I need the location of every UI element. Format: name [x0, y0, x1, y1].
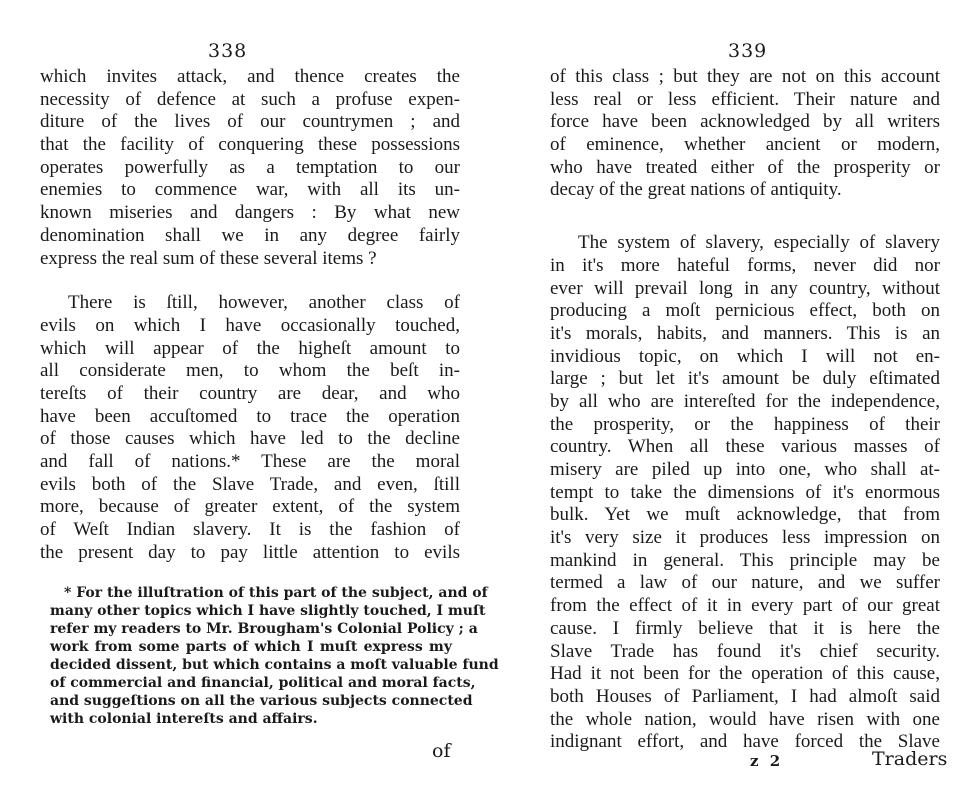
text-line: necessity of defence at such a profuse expen-	[40, 88, 460, 110]
text-line: in it's more hateful forms, never did nor	[550, 254, 940, 276]
text-line: Slave Trade has found it's chief security.	[550, 640, 940, 662]
text-line: of this class ; but they are not on this account	[550, 66, 940, 87]
text-line: that the facility of conquering these possessions	[40, 134, 460, 156]
left-page	[40, 0, 499, 806]
catchword-left: of	[432, 740, 451, 762]
text-line: Had it not been for the operation of this cause,	[550, 663, 940, 685]
text-line: cause. I firmly believe that it is here the	[550, 617, 940, 639]
text-line: express the real sum of these several items ?	[40, 247, 377, 269]
text-line: country. When all these various masses of	[550, 436, 940, 458]
text-line: the prosperity, or the happiness of their	[550, 413, 940, 435]
footnote-line: refer my readers to Mr. Brougham's Colonial Policy ; a	[50, 621, 478, 637]
text-line: tempt to take the dimensions of it's enormous	[550, 481, 940, 503]
text-line: There is ſtill, however, another class of	[68, 292, 460, 314]
text-line: indignant effort, and have forced the Slave	[550, 731, 940, 753]
footnote-line: decided dissent, but which contains a moſt valuable fund	[50, 657, 499, 673]
text-line: termed a law of our nature, and we suffer	[550, 572, 940, 594]
text-line: it's very size it produces less impression on	[550, 527, 940, 549]
text-line: tereſts of their country are dear, and who	[40, 382, 460, 404]
text-line: ever will prevail long in any country, without	[550, 277, 940, 299]
text-line: which invites attack, and thence creates the	[40, 66, 460, 87]
text-line: both Houses of Parliament, I had almoſt said	[550, 685, 940, 707]
text-line: of those causes which have led to the decline	[40, 428, 460, 450]
text-line: known miseries and dangers : By what new	[40, 202, 460, 224]
text-line: which will appear of the higheſt amount to	[40, 337, 460, 359]
text-line: from the effect of it in every part of our great	[550, 595, 940, 617]
text-line: the present day to pay little attention to evils	[40, 541, 460, 563]
footnote-line: * For the illuſtration of this part of the subject, and of	[64, 585, 488, 601]
text-line: operates powerfully as a temptation to our	[40, 156, 460, 178]
right-paragraph-1	[550, 66, 940, 202]
text-line: mankind in general. This principle may be	[550, 549, 940, 571]
right-text-column	[550, 66, 940, 754]
footnote-line: with colonial intereſts and affairs.	[50, 711, 318, 727]
page-number-left: 338	[208, 40, 248, 62]
text-line: by all who are intereſted for the independence,	[550, 390, 940, 412]
left-paragraph-1	[40, 66, 460, 270]
page-number-right: 339	[728, 40, 768, 62]
text-line: large ; but let it's amount be duly eſtimated	[550, 368, 940, 390]
text-line: bulk. Yet we muſt acknowledge, that from	[550, 504, 940, 526]
right-page	[550, 0, 948, 806]
text-line: denomination shall we in any degree fairly	[40, 224, 460, 246]
text-line: evils both of the Slave Trade, and even, ſtill	[40, 473, 460, 495]
text-line: less real or less efficient. Their nature and	[550, 88, 940, 110]
text-line: decay of the great nations of antiquity.	[550, 179, 842, 201]
signature-mark: z 2	[750, 752, 784, 770]
text-line: force have been acknowledged by all writers	[550, 111, 940, 133]
right-paragraph-2	[550, 232, 940, 754]
text-line: invidious topic, on which I will not en-	[550, 345, 940, 367]
text-line: misery are piled up into one, who shall at-	[550, 459, 940, 480]
text-line: all considerate men, to whom the beſt in-	[40, 360, 460, 382]
text-line: evils on which I have occasionally touched,	[40, 314, 460, 336]
footnote-line: work from some parts of which I muſt express my	[50, 639, 452, 655]
text-line: it's morals, habits, and manners. This is an	[550, 322, 940, 344]
footnote	[50, 584, 499, 728]
text-line: producing a moſt pernicious effect, both on	[550, 300, 940, 322]
text-line: more, because of greater extent, of the system	[40, 496, 460, 518]
footnote-line: many other topics which I have slightly touched, I muſt	[50, 603, 486, 619]
text-line: of Weſt Indian slavery. It is the fashion of	[40, 519, 460, 541]
text-line: diture of the lives of our countrymen ; and	[40, 111, 460, 133]
text-line: enemies to commence war, with all its un-	[40, 179, 460, 201]
left-paragraph-2	[40, 292, 460, 564]
text-line: of eminence, whether ancient or modern,	[550, 134, 940, 156]
footnote-line: of commercial and financial, political and moral facts,	[50, 675, 476, 691]
footnote-line: and suggeſtions on all the various subjects connected	[50, 693, 473, 709]
catchword-right: Traders	[872, 748, 948, 770]
text-line: the whole nation, would have risen with one	[550, 708, 940, 730]
text-line: who have treated either of the prosperity or	[550, 156, 940, 178]
left-text-column	[40, 66, 460, 564]
text-line: and fall of nations.* These are the moral	[40, 451, 460, 472]
text-line: have been accuſtomed to trace the operation	[40, 405, 460, 427]
text-line: The system of slavery, especially of slavery	[578, 232, 940, 254]
